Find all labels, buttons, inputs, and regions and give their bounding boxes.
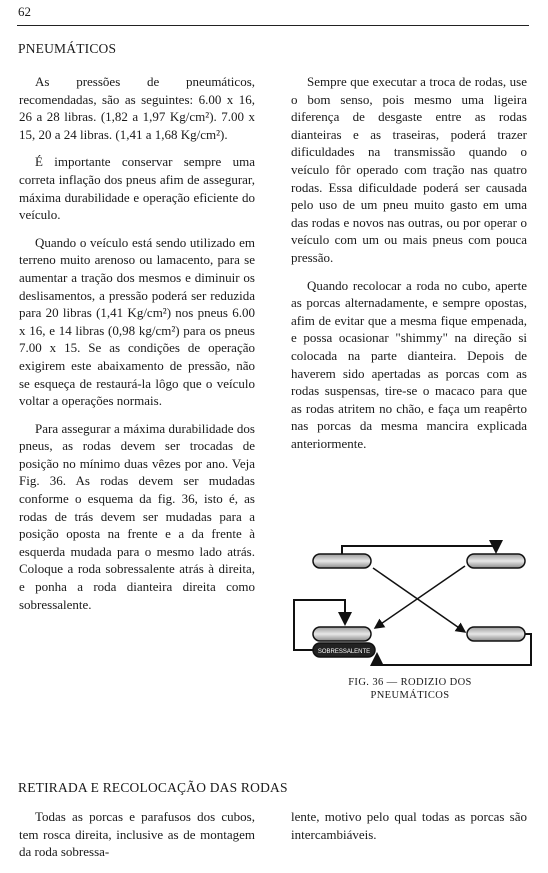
tire-rear-left [313,627,371,641]
caption-line-1: FIG. 36 — RODIZIO DOS [348,677,472,688]
paragraph-sandy-terrain: Quando o veículo está sendo utilizado em terreno muito arenoso ou lamacento, para se aumentar a tração dos mesmos e diminuir os deslisamentos, a pressão poderá ser reduzida para 20 libras (1,41 Kg/cm²) nos pneus 6.00 x 16, e 14 libras (0,98 kg/cm²) para os pneus 7.00 x 15. Se as condições de operação exigirem este abaixamento de pressão, não se esqueça de restaurá-la lôgo que o veículo voltar a operações normais. [19,234,255,409]
tire-rear-right [467,627,525,641]
arrow-cross-down [373,568,465,632]
section-title-pneumaticos: PNEUMÁTICOS [18,41,117,56]
spare-label: SOBRESSALENTE [317,649,371,655]
paragraph-nuts-left: Todas as porcas e parafusos dos cubos, tem rosca direita, inclusive as de montagem da roda sobressa- [19,809,255,860]
header-rule [17,25,529,26]
caption-line-2: PNEUMÁTICOS [370,690,450,701]
tire-front-right [467,554,525,568]
paragraph-rotation: Para assegurar a máxima durabilidade dos pneus, as rodas devem ser trocadas de posição no mínimo duas vêzes por ano. Veja Fig. 36. As rodas devem ser mudadas conforme o esquema da fig. 36, isto é, as rodas de trás devem ser mudadas para a posição oposta na frente e a da frente à esquerda mudada para o mesmo lado atrás. Coloque a roda sobressalente atrás à direita, e ponha a roda dianteira direita como sobressalente. [19,420,255,612]
paragraph-wheel-change: Sempre que executar a troca de rodas, use o bom senso, pois mesmo uma ligeira diferença de desgaste entre as rodas dianteiras e as traseiras, poderá trazer dificuldades na transmissão quando o veículo fôr operado com tração nas quatro rodas. Essa dificuldade poderá ser causada pelo uso de um pneu muito gasto em uma das rodas e novos nas outras, ou por operar o veículo com um ou mais pneus com pouca pressão. [291,74,527,265]
arrow-top-loop [342,546,496,554]
paragraph-pressures: As pressões de pneumáticos, recomendadas, são as seguintes: 6.00 x 16, 26 a 28 libras. (1,82 a 1,97 Kg/cm²). 7.00 x 15, 20 a 24 libras. (1,41 a 1,68 Kg/cm²). [19,74,255,142]
tire-rotation-figure [285,540,533,670]
paragraph-inflation: É importante conservar sempre uma correta inflação dos pneus afim de assegurar, máxima durabilidade e operação eficiente do veículo. [19,154,255,223]
tire-rotation-diagram [285,540,533,670]
bottom-right-column [291,808,527,853]
paragraph-nuts-right: lente, motivo pelo qual todas as porcas são intercambiáveis. [291,809,527,842]
paragraph-hub-refit: Quando recolocar a roda no cubo, aperte as porcas alternadamente, e sempre opostas, afim de evitar que a mesma fique empenada, e possa ocasionar "shimmy" na direção si colocada na parte dianteira. Depois de haverem sido apertadas as porcas com as rodas suspensas, tire-se o macaco para que as rodas atritem no chão, e faça um reapêrto nas porcas da mesma mancira explicada anteriormente. [291,277,527,451]
section-title-retirada: RETIRADA E RECOLOCAÇÃO DAS RODAS [18,780,288,795]
left-column [19,73,255,623]
tire-front-left [313,554,371,568]
arrow-cross-up [375,566,465,628]
right-column [291,73,527,462]
page-number: 62 [18,4,31,19]
figure-caption [300,676,520,702]
bottom-left-column [19,808,255,871]
